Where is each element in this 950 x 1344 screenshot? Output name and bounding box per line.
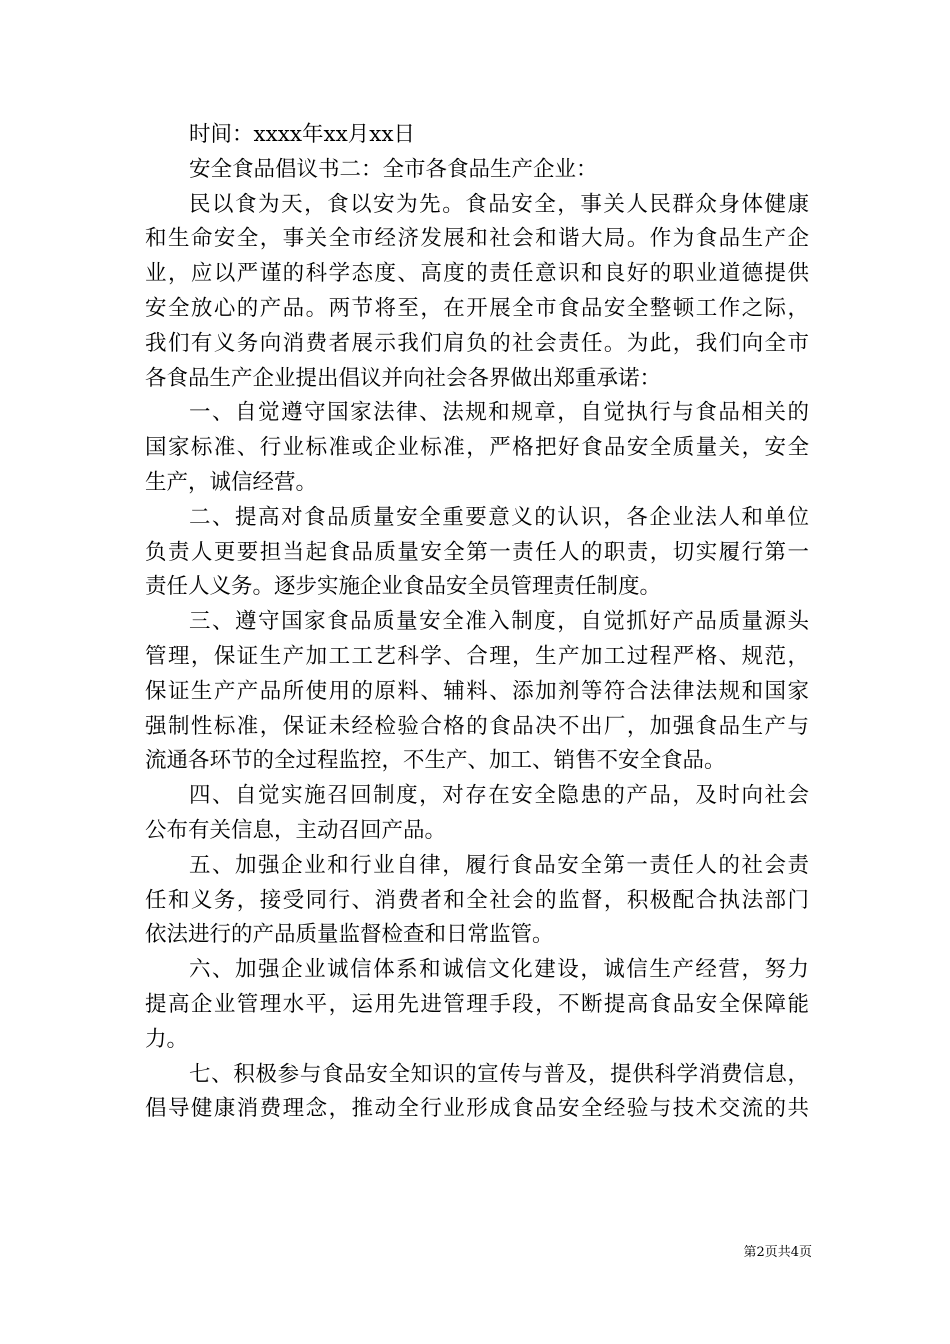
text-line: 国家标准、行业标准或企业标准，严格把好食品安全质量关，安全 — [145, 435, 809, 461]
page-number: 第2页共4页 — [743, 1245, 812, 1260]
text-line: 业，应以严谨的科学态度、高度的责任意识和良好的职业道德提供 — [145, 261, 809, 287]
text-line: 我们有义务向消费者展示我们肩负的社会责任。为此，我们向全市 — [145, 330, 809, 356]
text-line: 二、提高对食品质量安全重要意义的认识，各企业法人和单位 — [189, 504, 809, 530]
text-line: 四、自觉实施召回制度，对存在安全隐患的产品，及时向社会 — [189, 783, 809, 809]
text-line: 七、积极参与食品安全知识的宣传与普及，提供科学消费信息， — [189, 1061, 809, 1087]
text-line: 提高企业管理水平，运用先进管理手段，不断提高食品安全保障能 — [145, 991, 809, 1017]
text-line: 流通各环节的全过程监控，不生产、加工、销售不安全食品。 — [145, 748, 726, 774]
title-line: 安全食品倡议书二：全市各食品生产企业： — [189, 156, 598, 182]
text-line: 责任人义务。逐步实施企业食品安全员管理责任制度。 — [145, 574, 662, 600]
text-line: 六、加强企业诚信体系和诚信文化建设，诚信生产经营，努力 — [189, 957, 809, 983]
document-body — [145, 118, 809, 1127]
text-line: 保证生产产品所使用的原料、辅料、添加剂等符合法律法规和国家 — [145, 678, 809, 704]
text-line: 依法进行的产品质量监督检查和日常监管。 — [145, 922, 554, 948]
text-line: 强制性标准，保证未经检验合格的食品决不出厂，加强食品生产与 — [145, 713, 809, 739]
text-line: 公布有关信息，主动召回产品。 — [145, 817, 447, 843]
text-line: 五、加强企业和行业自律，履行食品安全第一责任人的社会责 — [189, 852, 809, 878]
date-line: 时间：xxxx年xx月xx日 — [189, 122, 416, 147]
text-line: 民以食为天，食以安为先。食品安全，事关人民群众身体健康 — [189, 191, 809, 217]
text-line: 一、自觉遵守国家法律、法规和规章，自觉执行与食品相关的 — [189, 400, 809, 426]
text-line: 三、遵守国家食品质量安全准入制度，自觉抓好产品质量源头 — [189, 609, 809, 635]
text-line: 各食品生产企业提出倡议并向社会各界做出郑重承诺： — [145, 365, 662, 391]
text-line: 生产，诚信经营。 — [145, 469, 318, 495]
text-line: 管理，保证生产加工工艺科学、合理，生产加工过程严格、规范， — [145, 643, 809, 669]
text-line: 任和义务，接受同行、消费者和全社会的监督，积极配合执法部门 — [145, 887, 809, 913]
text-line: 倡导健康消费理念，推动全行业形成食品安全经验与技术交流的共 — [145, 1096, 809, 1122]
text-line: 安全放心的产品。两节将至，在开展全市食品安全整顿工作之际， — [145, 295, 809, 321]
text-line: 和生命安全，事关全市经济发展和社会和谐大局。作为食品生产企 — [145, 226, 809, 252]
text-line: 力。 — [145, 1026, 189, 1052]
text-line: 负责人更要担当起食品质量安全第一责任人的职责，切实履行第一 — [145, 539, 809, 565]
